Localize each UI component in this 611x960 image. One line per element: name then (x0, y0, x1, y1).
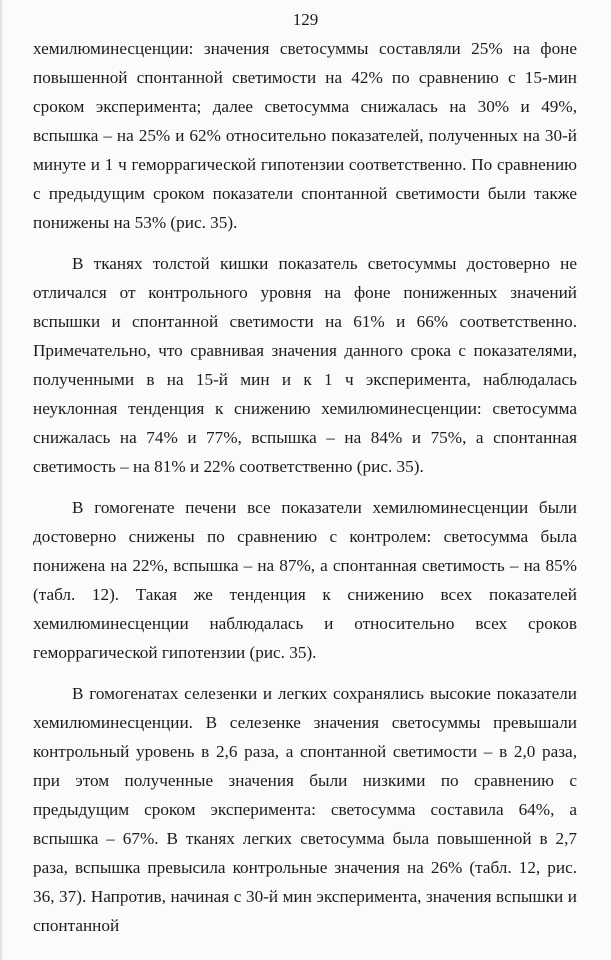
paragraph-spleen-lungs: В гомогенатах селезенки и легких сохранялись высокие показатели хемилюминесценции. В селезенке значения светосуммы превышали контрольный уровень в 2,6 раза, а спонтанной светимости – в 2,0 раза, при этом полученные значения были низкими по сравнению с предыдущим сроком эксперимента: светосумма составила 64%, а вспышка – 67%. В тканях легких светосумма была повышенной в 2,7 раза, вспышка превысила контрольные значения на 26% (табл. 12, рис. 36, 37). Напротив, начиная с 30-й мин эксперимента, значения вспышки и спонтанной (33, 684, 577, 935)
paragraph-colon-tissue: В тканях толстой кишки показатель светосуммы достоверно не отличался от контрольного уровня на фоне пониженных значений вспышки и спонтанной светимости на 61% и 66% соответственно. Примечательно, что сравнивая значения данного срока с показателями, полученными в на 15-й мин и к 1 ч эксперимента, наблюдалась неуклонная тенденция к снижению хемилюминесценции: светосумма снижалась на 74% и 77%, вспышка – на 84% и 75%, а спонтанная светимость – на 81% и 22% соответственно (рис. 35). (33, 254, 577, 476)
page-edge-shadow (0, 0, 3, 960)
paragraph-continued: хемилюминесценции: значения светосуммы составляли 25% на фоне повышенной спонтанной светимости на 42% по сравнению с 15-мин сроком эксперимента; далее светосумма снижалась на 30% и 49%, вспышка – на 25% и 62% относительно показателей, полученных на 30-й минуте и 1 ч геморрагической гипотензии соответственно. По сравнению с предыдущим сроком показатели спонтанной светимости были также понижены на 53% (рис. 35). (33, 39, 577, 232)
paragraph-liver: В гомогенате печени все показатели хемилюминесценции были достоверно снижены по сравнению с контролем: светосумма была понижена на 22%, вспышка – на 87%, а спонтанная светимость – на 85% (табл. 12). Такая же тенденция к снижению всех показателей хемилюминесценции наблюдалась и относительно всех сроков геморрагической гипотензии (рис. 35). (33, 498, 577, 662)
body-text (33, 34, 577, 940)
page-number: 129 (292, 10, 319, 29)
